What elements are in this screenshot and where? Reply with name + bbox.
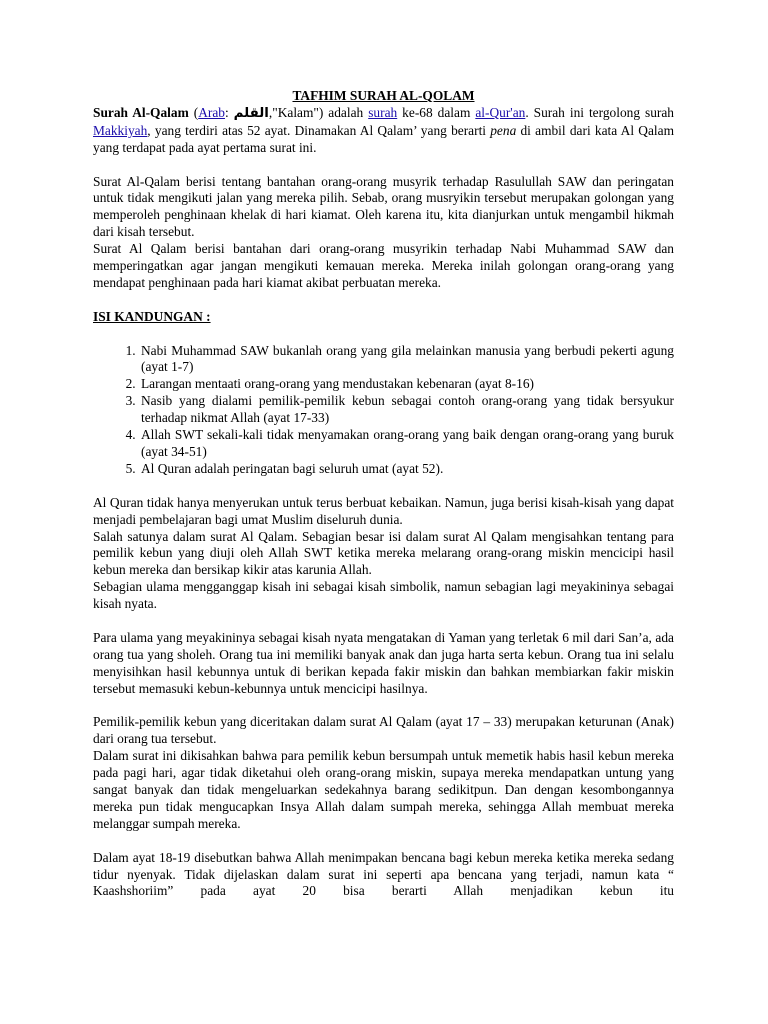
content-list (93, 343, 674, 478)
surah-name: Surah Al-Qalam (93, 104, 189, 120)
spacer (93, 613, 674, 630)
text: , yang terdiri atas 52 ayat. Dinamakan Al Qalam’ yang berarti (147, 122, 491, 138)
link-surah[interactable]: surah (368, 104, 398, 120)
spacer (93, 157, 674, 174)
spacer (93, 292, 674, 309)
link-quran[interactable]: al-Qur'an (475, 104, 526, 120)
text: ( (188, 104, 199, 120)
paragraph-9: Dalam surat ini dikisahkan bahwa para pemilik kebun bersumpah untuk memetik habis hasil kebun mereka pada pagi hari, agar tidak diketahui oleh orang-orang miskin, supaya mereka mendapatkan untung yang sangat banyak dan tidak mengeluarkan sedekahnya barang sedikitpun. Dan dengan kesombongannya mereka pun tidak mengucapkan Insya Allah dalam sumpah mereka, sehingga Allah membuat mereka melanggar sumpah mereka. (93, 748, 674, 831)
paragraph-5: Salah satunya dalam surat Al Qalam. Sebagian besar isi dalam surat Al Qalam mengisahkan tentang para pemilik kebun yang diuji oleh Allah SWT ketika mereka melarang orang-orang miskin mencicipi hasil kebun mereka dan bersikap kikir atas karunia Allah. (93, 528, 674, 578)
text: di ambil dari kata Al Qalam yang terdapat pada ayat pertama surat ini. (93, 122, 674, 155)
spacer (93, 833, 674, 850)
paragraph-2: Surat Al-Qalam berisi tentang bantahan orang-orang musyrik terhadap Rasulullah SAW dan peringatan untuk tidak mengikuti jalan yang mereka pilih. Sebab, orang musryikin tersebut merupakan golongan yang memperoleh penghinaan khelak di hari kiamat. Oleh karena itu, kita dianjurkan untuk mengambil hikmah dari kisah tersebut. (93, 173, 674, 240)
paragraph-6: Sebagian ulama mengganggap kisah ini sebagai kisah simbolik, namun sebagian lagi meyakininya sebagai kisah nyata. (93, 579, 674, 612)
text: ,"Kalam") adalah (268, 104, 369, 120)
list-item: 5. Al Quran adalah peringatan bagi seluruh umat (ayat 52). (139, 461, 674, 478)
list-item: 3. Nasib yang dialami pemilik-pemilik kebun sebagai contoh orang-orang yang tidak bersyukur terhadap nikmat Allah (ayat 17-33) (139, 393, 674, 427)
paragraph-8: Pemilik-pemilik kebun yang diceritakan dalam surat Al Qalam (ayat 17 – 33) merupakan keturunan (Anak) dari orang tua tersebut. (93, 714, 674, 747)
text: . Surah ini tergolong surah (525, 104, 674, 120)
spacer (93, 698, 674, 715)
spacer (93, 478, 674, 495)
paragraph-7: Para ulama yang meyakininya sebagai kisah nyata mengatakan di Yaman yang terletak 6 mil dari San’a, ada orang tua yang sholeh. Orang tua ini memiliki banyak anak dan juga harta serta kebun. Orang tua ini selalu menyisihkan hasil kebunnya untuk di berikan kepada fakir miskin dan bahkan membiarkan fakir miskin tersebut memasuki kebun-kebunnya untuk mencicipi hasilnya. (93, 629, 674, 696)
paragraph-3: Surat Al Qalam berisi bantahan dari orang-orang musyrikin terhadap Nabi Muhammad SAW dan memperingatkan agar jangan mengikuti kemauan mereka. Mereka inilah golongan orang-orang yang mendapat penghinaan pada hari kiamat akibat perbuatan mereka. (93, 241, 674, 290)
section-heading: ISI KANDUNGAN : (93, 308, 211, 324)
link-arab[interactable]: Arab (198, 104, 225, 120)
text: : (224, 104, 234, 120)
list-item: 2. Larangan mentaati orang-orang yang mendustakan kebenaran (ayat 8-16) (139, 376, 674, 393)
italic-pena: pena (490, 122, 517, 138)
list-item: 4. Allah SWT sekali-kali tidak menyamakan orang-orang yang baik dengan orang-orang yang buruk (ayat 34-51) (139, 427, 674, 461)
paragraph-10: Dalam ayat 18-19 disebutkan bahwa Allah menimpakan bencana bagi kebun mereka ketika mereka sedang tidur nyenyak. Tidak dijelaskan dalam surat ini seperti apa bencana yang terjadi, namun kata “ Kaashshoriim” pada ayat 20 bisa berarti Allah menjadikan kebun itu (93, 849, 674, 899)
text: ke-68 dalam (397, 104, 476, 120)
paragraph-4: Al Quran tidak hanya menyerukan untuk terus berbuat kebaikan. Namun, juga berisi kisah-kisah yang dapat menjadi pembelajaran bagi umat Muslim diseluruh dunia. (93, 494, 674, 527)
link-makkiyah[interactable]: Makkiyah (93, 122, 148, 138)
arabic-name: القلم (233, 105, 269, 121)
intro-paragraph (93, 105, 674, 157)
spacer (93, 326, 674, 343)
list-item: 1. Nabi Muhammad SAW bukanlah orang yang gila melainkan manusia yang berbudi pekerti agung (ayat 1-7) (139, 343, 674, 377)
document-title: TAFHIM SURAH AL-QOLAM (292, 88, 475, 103)
